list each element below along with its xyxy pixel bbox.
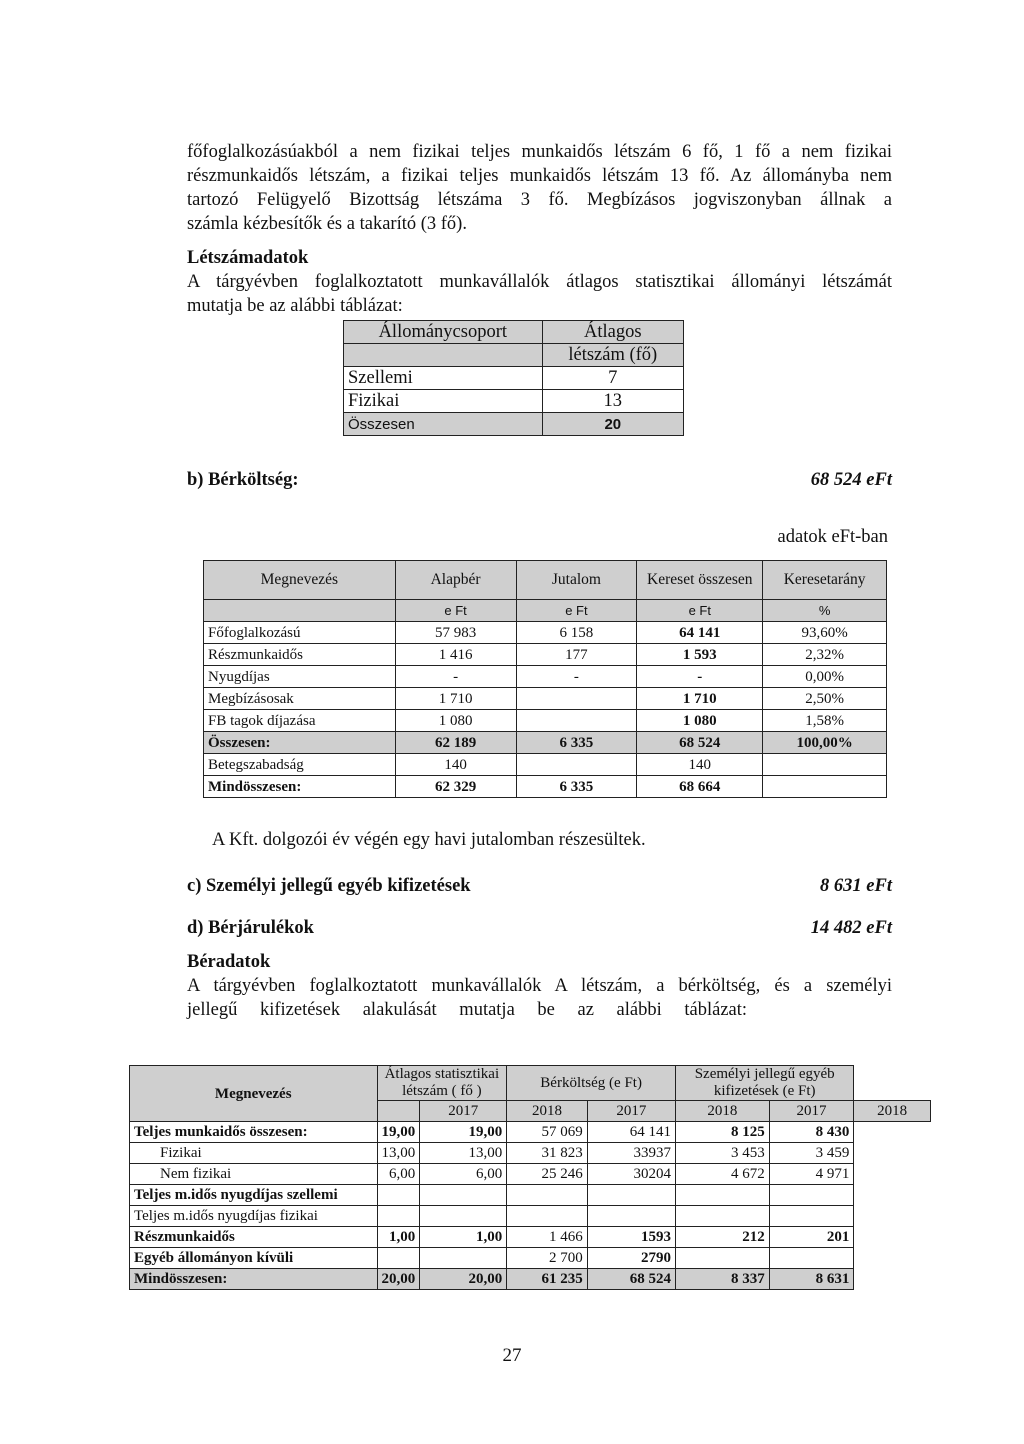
table-row: Megbízásosak 1 710 1 710 2,50% (204, 688, 887, 710)
table-total-row (344, 413, 684, 436)
table-row: FB tagok díjazása 1 080 1 080 1,58% (204, 710, 887, 732)
text-line: tartozó Felügyelő Bizottság létszáma 3 fő. Megbízásos jogviszonyban állnak a (187, 190, 892, 210)
row-label: Szellemi (344, 367, 543, 390)
total-value: 20 (542, 413, 683, 436)
table-row: Részmunkaidős 1,00 1,00 1 466 1593 212 201 (130, 1227, 931, 1248)
berkoltseg-value: 68 524 eFt (810, 470, 892, 490)
szemelyi-value: 8 631 eFt (820, 876, 892, 896)
table-row: Fizikai 13,00 13,00 31 823 33937 3 453 3 459 (130, 1143, 931, 1164)
table-row: Részmunkaidős 1 416 177 1 593 2,32% (204, 644, 887, 666)
col-header: Megnevezés (204, 561, 396, 600)
text-line: A tárgyévben foglalkoztatott munkavállalók átlagos statisztikai állományi létszámát (187, 272, 892, 292)
table-header (130, 1066, 931, 1101)
year-cell: 2017 (587, 1101, 675, 1122)
table-row: Nem fizikai 6,00 6,00 25 246 30204 4 672 4 971 (130, 1164, 931, 1185)
szemelyi-label: c) Személyi jellegű egyéb kifizetések (187, 876, 471, 896)
table-row (344, 367, 684, 390)
unit-cell: % (763, 600, 887, 622)
text-line: jellegű kifizetések alakulását mutatja be az alábbi táblázat: (187, 1000, 748, 1020)
col-header: Átlagos (542, 321, 683, 344)
table-row: Betegszabadság 140 140 (204, 754, 887, 776)
year-cell: 2018 (854, 1101, 931, 1122)
year-cell: 2018 (507, 1101, 588, 1122)
col-group-header: Bérköltség (e Ft) (507, 1066, 676, 1101)
text-line: mutatja be az alábbi táblázat: (187, 296, 403, 316)
total-label: Összesen (344, 413, 543, 436)
wage-data-table (129, 1065, 931, 1290)
letszam-section (187, 246, 892, 318)
table-row: Teljes m.idős nyugdíjas szellemi (130, 1185, 931, 1206)
wage-cost-table (203, 560, 887, 798)
text-line: részmunkaidős létszám, a fizikai teljes munkaidős létszám 13 fő. Az állományba nem (187, 166, 892, 186)
col-header: Állománycsoport (344, 321, 543, 344)
row-value: 13 (542, 390, 683, 413)
section-heading: Létszámadatok (187, 248, 309, 268)
col-header: Kereset összesen (637, 561, 763, 600)
table-header (344, 344, 684, 367)
col-header: Jutalom (516, 561, 637, 600)
table-total-row: Összesen: 62 189 6 335 68 524 100,00% (204, 732, 887, 754)
col-header: Alapbér (395, 561, 516, 600)
text-line: A tárgyévben foglalkoztatott munkavállalók A létszám, a bérköltség, és a személyi (187, 976, 892, 996)
table-row: Teljes m.idős nyugdíjas fizikai (130, 1206, 931, 1227)
intro-paragraph (187, 140, 892, 236)
unit-note: adatok eFt-ban (777, 527, 888, 547)
table-row: Teljes munkaidős összesen: 19,00 19,00 57 069 64 141 8 125 8 430 (130, 1122, 931, 1143)
bonus-note: A Kft. dolgozói év végén egy havi jutalomban részesültek. (212, 830, 646, 850)
col-header: Megnevezés (130, 1066, 378, 1122)
year-cell: 2018 (676, 1101, 770, 1122)
beradatok-section (187, 950, 892, 1022)
unit-cell: e Ft (637, 600, 763, 622)
col-header: létszám (fő) (542, 344, 683, 367)
row-value: 7 (542, 367, 683, 390)
berjarulek-value: 14 482 eFt (810, 918, 892, 938)
table-row: Főfoglalkozású 57 983 6 158 64 141 93,60% (204, 622, 887, 644)
col-group-header: Átlagos statisztikai létszám ( fő ) (377, 1066, 507, 1101)
berjarulek-label: d) Bérjárulékok (187, 918, 314, 938)
headcount-table (343, 320, 684, 436)
table-header (344, 321, 684, 344)
table-header (204, 561, 887, 600)
year-cell: 2017 (420, 1101, 507, 1122)
text-line: főfoglalkozásúakból a nem fizikai teljes munkaidős létszám 6 fő, 1 fő a nem fizikai (187, 142, 892, 162)
section-heading: Béradatok (187, 952, 271, 972)
text-line: számla kézbesítők és a takarító (3 fő). (187, 214, 467, 234)
page-number: 27 (502, 1345, 522, 1366)
unit-cell: e Ft (516, 600, 637, 622)
table-row: Egyéb állományon kívüli 2 700 2790 (130, 1248, 931, 1269)
table-grand-total-row: Mindösszesen: 62 329 6 335 68 664 (204, 776, 887, 798)
col-header: Keresetarány (763, 561, 887, 600)
unit-row (204, 600, 887, 622)
row-label: Fizikai (344, 390, 543, 413)
unit-cell: e Ft (395, 600, 516, 622)
table-row: Nyugdíjas - - - 0,00% (204, 666, 887, 688)
col-group-header: Személyi jellegű egyéb kifizetések (e Ft) (676, 1066, 854, 1101)
table-row (344, 390, 684, 413)
table-total-row: Mindösszesen: 20,00 20,00 61 235 68 524 8 337 8 631 (130, 1269, 931, 1290)
year-cell: 2017 (769, 1101, 854, 1122)
berkoltseg-label: b) Bérköltség: (187, 470, 299, 490)
